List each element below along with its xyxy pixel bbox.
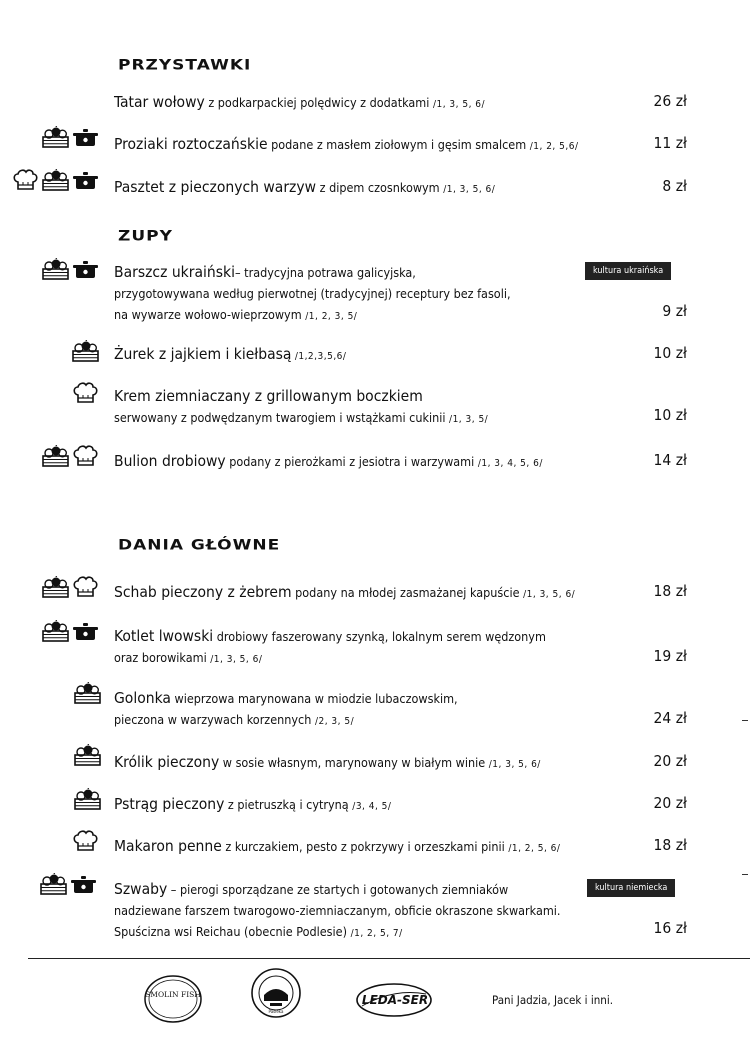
item-description: oraz borowikami: [114, 650, 211, 665]
pot-icon: [70, 873, 97, 895]
item-description: – tradycyjna potrawa galicyjska,: [234, 265, 416, 280]
section-title-mains: DANIA GŁÓWNE: [118, 536, 281, 554]
footer-divider: [28, 958, 750, 959]
item-price: 20 zł: [653, 794, 687, 812]
item-price: 14 zł: [653, 451, 687, 469]
smolin-fish-logo: [143, 973, 203, 1025]
item-description: z kurczakiem, pesto z pokrzywy i orzeszkami pinii: [221, 839, 509, 854]
item-allergens: /1, 3, 4, 5, 6/: [477, 458, 543, 469]
edge-mark: [742, 720, 748, 721]
item-description: pieczona w warzywach korzennych: [114, 712, 315, 727]
vegetable-crate-icon: [40, 873, 67, 895]
pasieka-seal-logo: [250, 965, 302, 1021]
item-price: 18 zł: [653, 836, 687, 854]
item-description: z podkarpackiej polędwicy z dodatkami: [204, 95, 433, 110]
pot-icon: [72, 169, 99, 191]
pot-icon: [72, 126, 99, 148]
item-allergens: /1, 3, 5, 6/: [210, 654, 263, 665]
item-name: Pasztet z pieczonych warzyw: [114, 178, 317, 196]
edge-mark: [742, 874, 748, 875]
pot-icon: [72, 620, 99, 642]
item-name: Kotlet lwowski: [114, 627, 214, 645]
item-description: w sosie własnym, marynowany w białym winie: [219, 755, 489, 770]
vegetable-crate-icon: [42, 169, 69, 191]
item-allergens: /1, 3, 5, 6/: [523, 589, 576, 600]
pot-icon: [72, 258, 99, 280]
item-description: z dipem czosnkowym: [316, 180, 444, 195]
item-allergens: /1, 3, 5, 6/: [443, 184, 496, 195]
item-name: Żurek z jajkiem i kiełbasą: [114, 345, 292, 363]
vegetable-crate-icon: [74, 682, 101, 704]
vegetable-crate-icon: [74, 788, 101, 810]
item-name: Bulion drobiowy: [114, 452, 226, 470]
item-price: 20 zł: [653, 752, 687, 770]
chef-hat-icon: [72, 576, 99, 598]
item-description: Spuścizna wsi Reichau (obecnie Podlesie): [114, 924, 351, 939]
culture-badge: kultura niemiecka: [587, 879, 675, 897]
item-description: – pierogi sporządzane ze startych i gotowanych ziemniaków: [167, 882, 509, 897]
vegetable-crate-icon: [42, 445, 69, 467]
chef-hat-icon: [72, 382, 99, 404]
item-description: nadziewane farszem twarogowo-ziemniaczanym, obficie okraszone skwarkami.: [114, 903, 561, 918]
item-name: Makaron penne: [114, 837, 222, 855]
section-title-soups: ZUPY: [118, 227, 173, 245]
item-price: 16 zł: [653, 919, 687, 937]
logo-text: LEDA-SER: [361, 993, 429, 1007]
item-name: Pstrąg pieczony: [114, 795, 225, 813]
item-price: 10 zł: [653, 344, 687, 362]
logo-text: Pasieka: [268, 1009, 284, 1014]
item-description: z pietruszką i cytryną: [224, 797, 353, 812]
footer-credits: Pani Jadzia, Jacek i inni.: [492, 993, 613, 1007]
item-name: Proziaki roztoczańskie: [114, 135, 268, 153]
chef-hat-icon: [72, 830, 99, 852]
item-description: przygotowywana według pierwotnej (tradycyjnej) receptury bez fasoli,: [114, 286, 511, 301]
chef-hat-icon: [12, 169, 39, 191]
item-price: 26 zł: [653, 92, 687, 110]
vegetable-crate-icon: [72, 340, 99, 362]
item-name: Barszcz ukraiński: [114, 263, 235, 281]
item-description: drobiowy faszerowany szynką, lokalnym serem wędzonym: [213, 629, 546, 644]
item-description: podany na młodej zasmażanej kapuście: [291, 585, 524, 600]
vegetable-crate-icon: [42, 258, 69, 280]
logo-text: SMOLIN FISH: [145, 990, 201, 999]
item-description: wieprzowa marynowana w miodzie lubaczowskim,: [170, 691, 458, 706]
item-price: 8 zł: [662, 177, 687, 195]
item-description: serwowany z podwędzanym twarogiem i wstążkami cukinii: [114, 410, 450, 425]
vegetable-crate-icon: [42, 620, 69, 642]
item-allergens: /1, 3, 5, 6/: [488, 759, 541, 770]
item-allergens: /2, 3, 5/: [314, 716, 355, 727]
item-price: 10 zł: [653, 406, 687, 424]
item-allergens: /3, 4, 5/: [352, 801, 392, 812]
section-title-appetizers: PRZYSTAWKI: [118, 56, 252, 74]
vegetable-crate-icon: [42, 576, 69, 598]
item-name: Schab pieczony z żebrem: [114, 583, 292, 601]
item-allergens: /1, 3, 5, 6/: [432, 99, 486, 110]
item-description: podany z pierożkami z jesiotra i warzywami: [225, 454, 478, 469]
item-price: 24 zł: [653, 709, 687, 727]
leda-ser-logo: [354, 980, 434, 1020]
vegetable-crate-icon: [74, 744, 101, 766]
item-description: podane z masłem ziołowym i gęsim smalcem: [267, 137, 530, 152]
item-name: Krem ziemniaczany z grillowanym boczkiem: [114, 387, 423, 405]
item-description: na wywarze wołowo-wieprzowym: [114, 307, 306, 322]
item-allergens: /1, 2, 5, 6/: [508, 843, 561, 854]
vegetable-crate-icon: [42, 126, 69, 148]
item-price: 18 zł: [653, 582, 687, 600]
chef-hat-icon: [72, 445, 99, 467]
item-price: 19 zł: [653, 647, 687, 665]
item-name: Golonka: [114, 689, 171, 707]
item-allergens: /1, 2, 5, 7/: [350, 928, 403, 939]
item-allergens: /1, 2, 3, 5/: [305, 311, 358, 322]
item-allergens: /1,2,3,5,6/: [291, 351, 347, 362]
item-allergens: /1, 2, 5,6/: [529, 141, 579, 152]
item-name: Szwaby: [114, 880, 168, 898]
item-price: 11 zł: [653, 134, 687, 152]
item-name: Tatar wołowy: [114, 93, 205, 111]
item-price: 9 zł: [662, 302, 687, 320]
item-allergens: /1, 3, 5/: [449, 414, 489, 425]
culture-badge: kultura ukraińska: [585, 262, 671, 280]
item-name: Królik pieczony: [114, 753, 220, 771]
